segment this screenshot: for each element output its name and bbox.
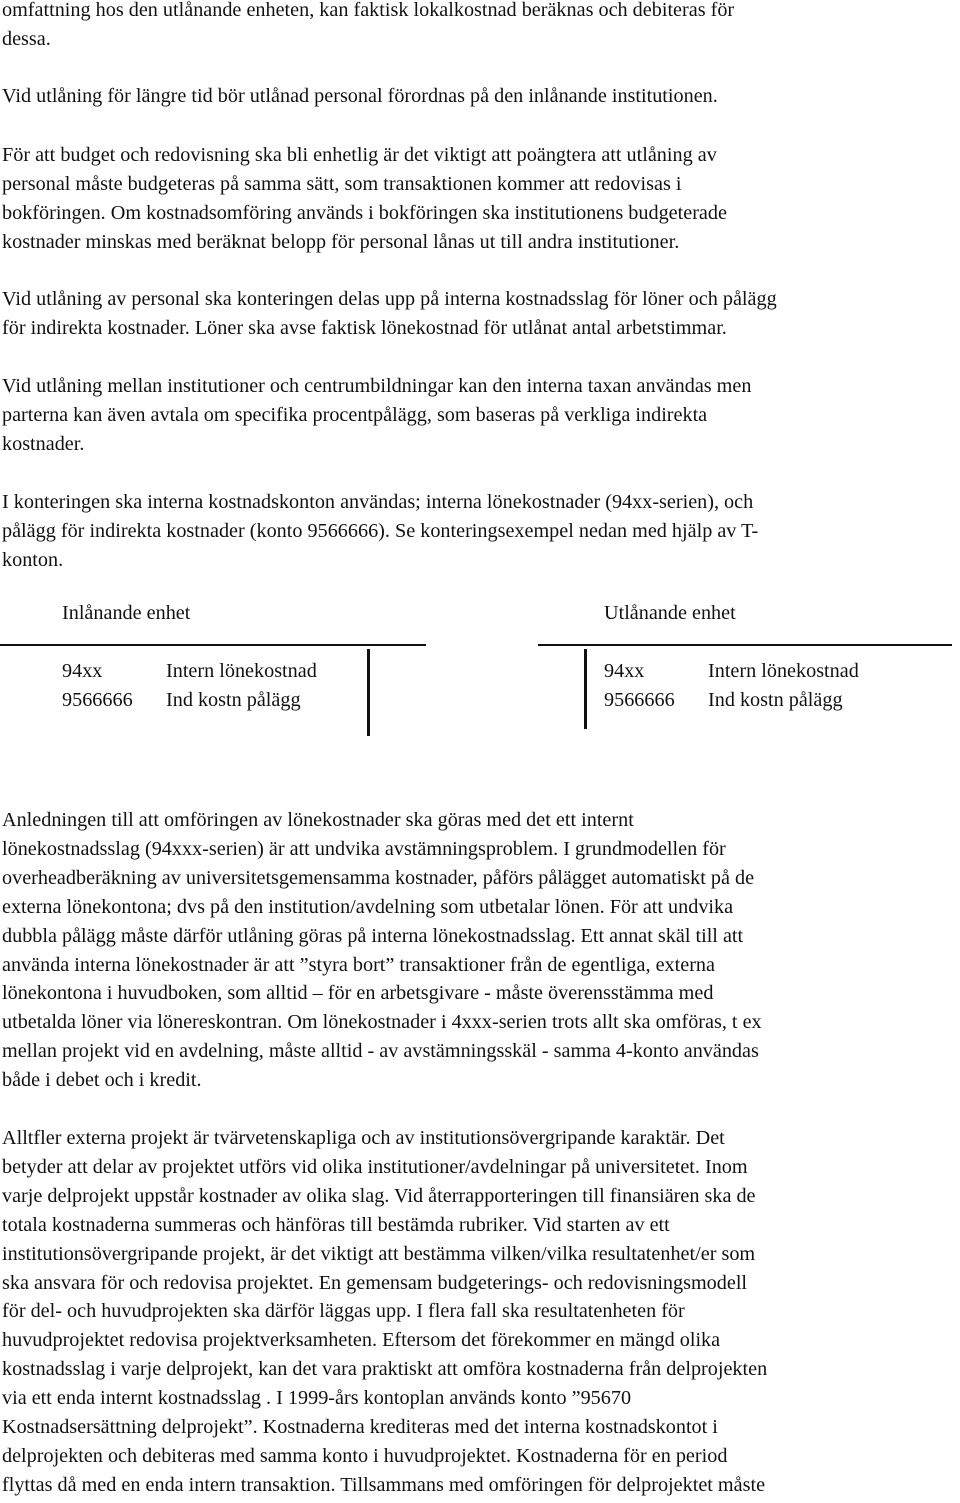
account-description: Intern lönekostnad [166, 660, 317, 682]
text-line: Anledningen till att omföringen av lönekostnader ska göras med det ett internt [2, 809, 634, 831]
text-line: omfattning hos den utlånande enheten, kan faktisk lokalkostnad beräknas och debiteras för [2, 0, 735, 21]
text-line: kostnader. [2, 432, 85, 455]
text-line: dessa. [2, 27, 51, 50]
text-line: via ett enda internt kostnadsslag . I 1999-års kontoplan används konto ”95670 [2, 1387, 632, 1410]
paragraph-3 [2, 141, 958, 257]
paragraph-6 [2, 488, 958, 575]
account-code: 94xx [62, 660, 103, 682]
text-line: personal måste budgeteras på samma sätt, som transaktionen kommer att redovisas i [2, 172, 682, 195]
text-line: kostnader minskas med beräknat belopp för personal lånas ut till andra institutioner. [2, 230, 680, 253]
paragraph-4 [2, 285, 958, 343]
text-line: både i debet och i kredit. [2, 1069, 202, 1092]
text-line: parterna kan även avtala om specifika procentpålägg, som baseras på verkliga indirekta [2, 403, 708, 426]
text-line: overheadberäkning av universitetsgemensamma kostnader, påförs pålägget automatiskt på de [2, 866, 755, 889]
paragraph-8 [2, 1124, 958, 1500]
t-account-title: Utlånande enhet [604, 602, 736, 624]
text-line: flyttas då med en enda intern transaktion. Tillsammans med omföringen för delprojektet måste [2, 1473, 766, 1496]
text-line: pålägg för indirekta kostnader (konto 9566666). Se konteringsexempel nedan med hjälp av T- [2, 519, 759, 542]
text-line: lönekontona i huvudboken, som alltid – för en arbetsgivare - måste överensstämma med [2, 982, 714, 1005]
account-code: 9566666 [604, 689, 675, 711]
text-line: konton. [2, 548, 64, 571]
text-line: bokföringen. Om kostnadsomföring används i bokföringen ska institutionens budgeterade [2, 201, 727, 224]
text-line: dubbla pålägg måste därför utlåning göras på interna lönekostnadsslag. Ett annat skäl till att [2, 924, 744, 947]
text-line: använda interna lönekostnader är att ”styra bort” transaktioner från de egentliga, externa [2, 953, 715, 976]
text-line: för indirekta kostnader. Löner ska avse faktisk lönekostnad för utlånat antal arbetstimmar. [2, 316, 727, 339]
text-line: ska ansvara för och redovisa projektet. En gemensam budgeterings- och redovisningsmodell [2, 1271, 748, 1294]
text-line: Vid utlåning av personal ska konteringen delas upp på interna kostnadsslag för löner och pålägg [2, 288, 777, 310]
t-account-horizontal-rule [538, 644, 952, 646]
text-line: betyder att delar av projektet utförs vid olika institutioner/avdelningar på universitetet. Inom [2, 1155, 748, 1178]
account-description: Ind kostn pålägg [166, 689, 301, 711]
text-line: huvudprojektet redovisa projektverksamheten. Eftersom det förekommer en mängd olika [2, 1329, 721, 1352]
text-line: För att budget och redovisning ska bli enhetlig är det viktigt att poängtera att utlåning av [2, 144, 717, 166]
text-line: lönekostnadsslag (94xxx-serien) är att undvika avstämningsproblem. I grundmodellen för [2, 837, 726, 860]
paragraph-7 [2, 806, 958, 1095]
text-line: externa lönekontona; dvs på den institution/avdelning som utbetalar lönen. För att undvika [2, 895, 734, 918]
t-account-vertical-rule [584, 649, 587, 729]
t-account-utlanande [538, 600, 954, 745]
paragraph-2 [2, 82, 958, 111]
account-description: Intern lönekostnad [708, 660, 859, 682]
text-line: totala kostnaderna summeras och hänföras till bestämda rubriker. Vid starten av ett [2, 1213, 670, 1236]
text-line: varje delprojekt uppstår kostnader av olika slag. Vid återrapporteringen till finansiären ska de [2, 1184, 756, 1207]
text-line: institutionsövergripande projekt, är det viktigt att bestämma vilken/vilka resultatenhet/er som [2, 1242, 756, 1265]
account-code: 94xx [604, 660, 645, 682]
text-line: Vid utlåning mellan institutioner och centrumbildningar kan den interna taxan användas men [2, 375, 752, 397]
paragraph-1 [2, 0, 958, 54]
text-line: för del- och huvudprojekten ska därför läggas upp. I flera fall ska resultatenheten för [2, 1300, 685, 1323]
text-line: utbetalda löner via lönereskontran. Om lönekostnader i 4xxx-serien trots allt ska omföras, t ex [2, 1011, 762, 1034]
paragraph-5 [2, 372, 958, 459]
text-line: delprojekten och debiteras med samma konto i huvudprojektet. Kostnaderna för en period [2, 1444, 728, 1467]
text-line: Kostnadsersättning delprojekt”. Kostnaderna krediteras med det interna kostnadskontot i [2, 1416, 718, 1439]
t-account-title: Inlånande enhet [62, 602, 191, 624]
text-line: I konteringen ska interna kostnadskonton användas; interna lönekostnader (94xx-serien), och [2, 491, 754, 513]
t-account-vertical-rule [367, 649, 370, 736]
account-code: 9566666 [62, 689, 133, 711]
text-line: mellan projekt vid en avdelning, måste alltid - av avstämningsskäl - samma 4-konto användas [2, 1040, 759, 1063]
text-line: Vid utlåning för längre tid bör utlånad personal förordnas på den inlånande institutionen. [2, 85, 718, 107]
text-line: Alltfler externa projekt är tvärvetenskapliga och av institutionsövergripande karaktär. Det [2, 1127, 725, 1149]
text-line: kostnadsslag i varje delprojekt, kan det vara praktiskt att omföra kostnaderna från delprojekten [2, 1358, 768, 1381]
t-account-horizontal-rule [0, 644, 426, 646]
t-account-inlanande [0, 600, 430, 745]
account-description: Ind kostn pålägg [708, 689, 843, 711]
